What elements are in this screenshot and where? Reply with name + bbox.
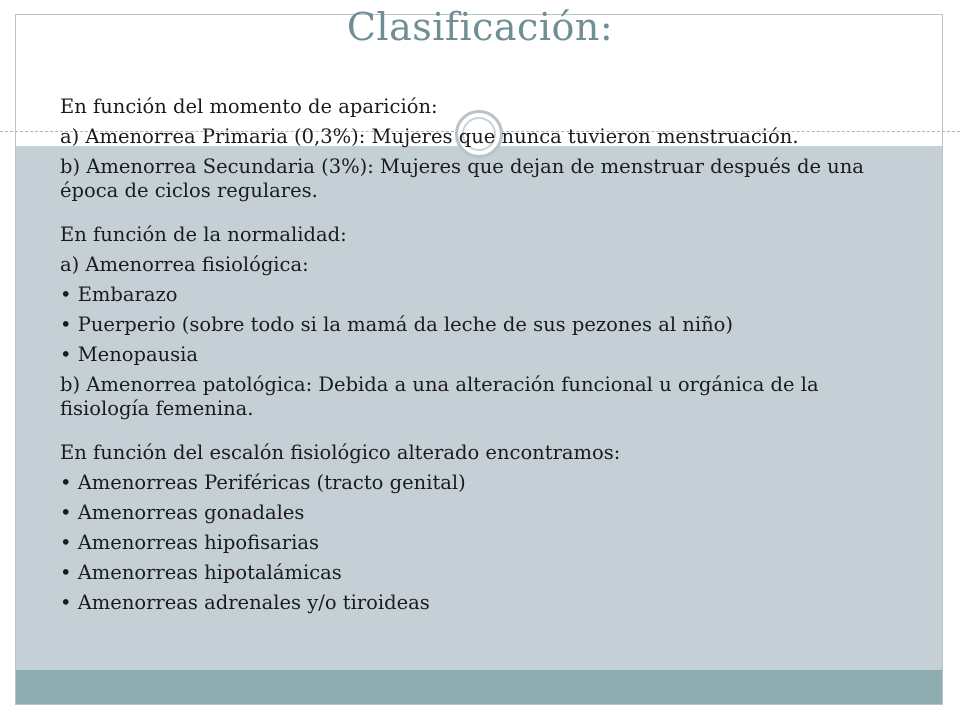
section-heading-normality: En función de la normalidad: xyxy=(60,223,347,246)
bullet-item: • Amenorreas adrenales y/o tiroideas xyxy=(60,591,430,614)
bullet-item: • Menopausia xyxy=(60,343,199,366)
text-line: a) Amenorrea fisiológica: xyxy=(60,253,309,276)
slide-content xyxy=(60,95,910,621)
bullet-item: • Amenorreas hipofisarias xyxy=(60,531,319,554)
bullet-item: • Amenorreas Periféricas (tracto genital) xyxy=(60,471,466,494)
section-heading-appearance: En función del momento de aparición: xyxy=(60,95,438,118)
text-line: a) Amenorrea Primaria (0,3%): Mujeres que nunca tuvieron menstruación. xyxy=(60,125,799,148)
bullet-item: • Amenorreas gonadales xyxy=(60,501,305,524)
bullet-item: • Embarazo xyxy=(60,283,178,306)
bullet-item: • Amenorreas hipotalámicas xyxy=(60,561,342,584)
bullet-item: • Puerperio (sobre todo si la mamá da leche de sus pezones al niño) xyxy=(60,313,733,336)
section-heading-physiological-level: En función del escalón fisiológico alterado encontramos: xyxy=(60,441,621,464)
slide-title: Clasificación: xyxy=(346,5,614,49)
text-line: b) Amenorrea patológica: Debida a una alteración funcional u orgánica de la fisiología femenina. xyxy=(60,373,819,420)
text-line: b) Amenorrea Secundaria (3%): Mujeres que dejan de menstruar después de una época de ciclos regulares. xyxy=(60,155,864,202)
